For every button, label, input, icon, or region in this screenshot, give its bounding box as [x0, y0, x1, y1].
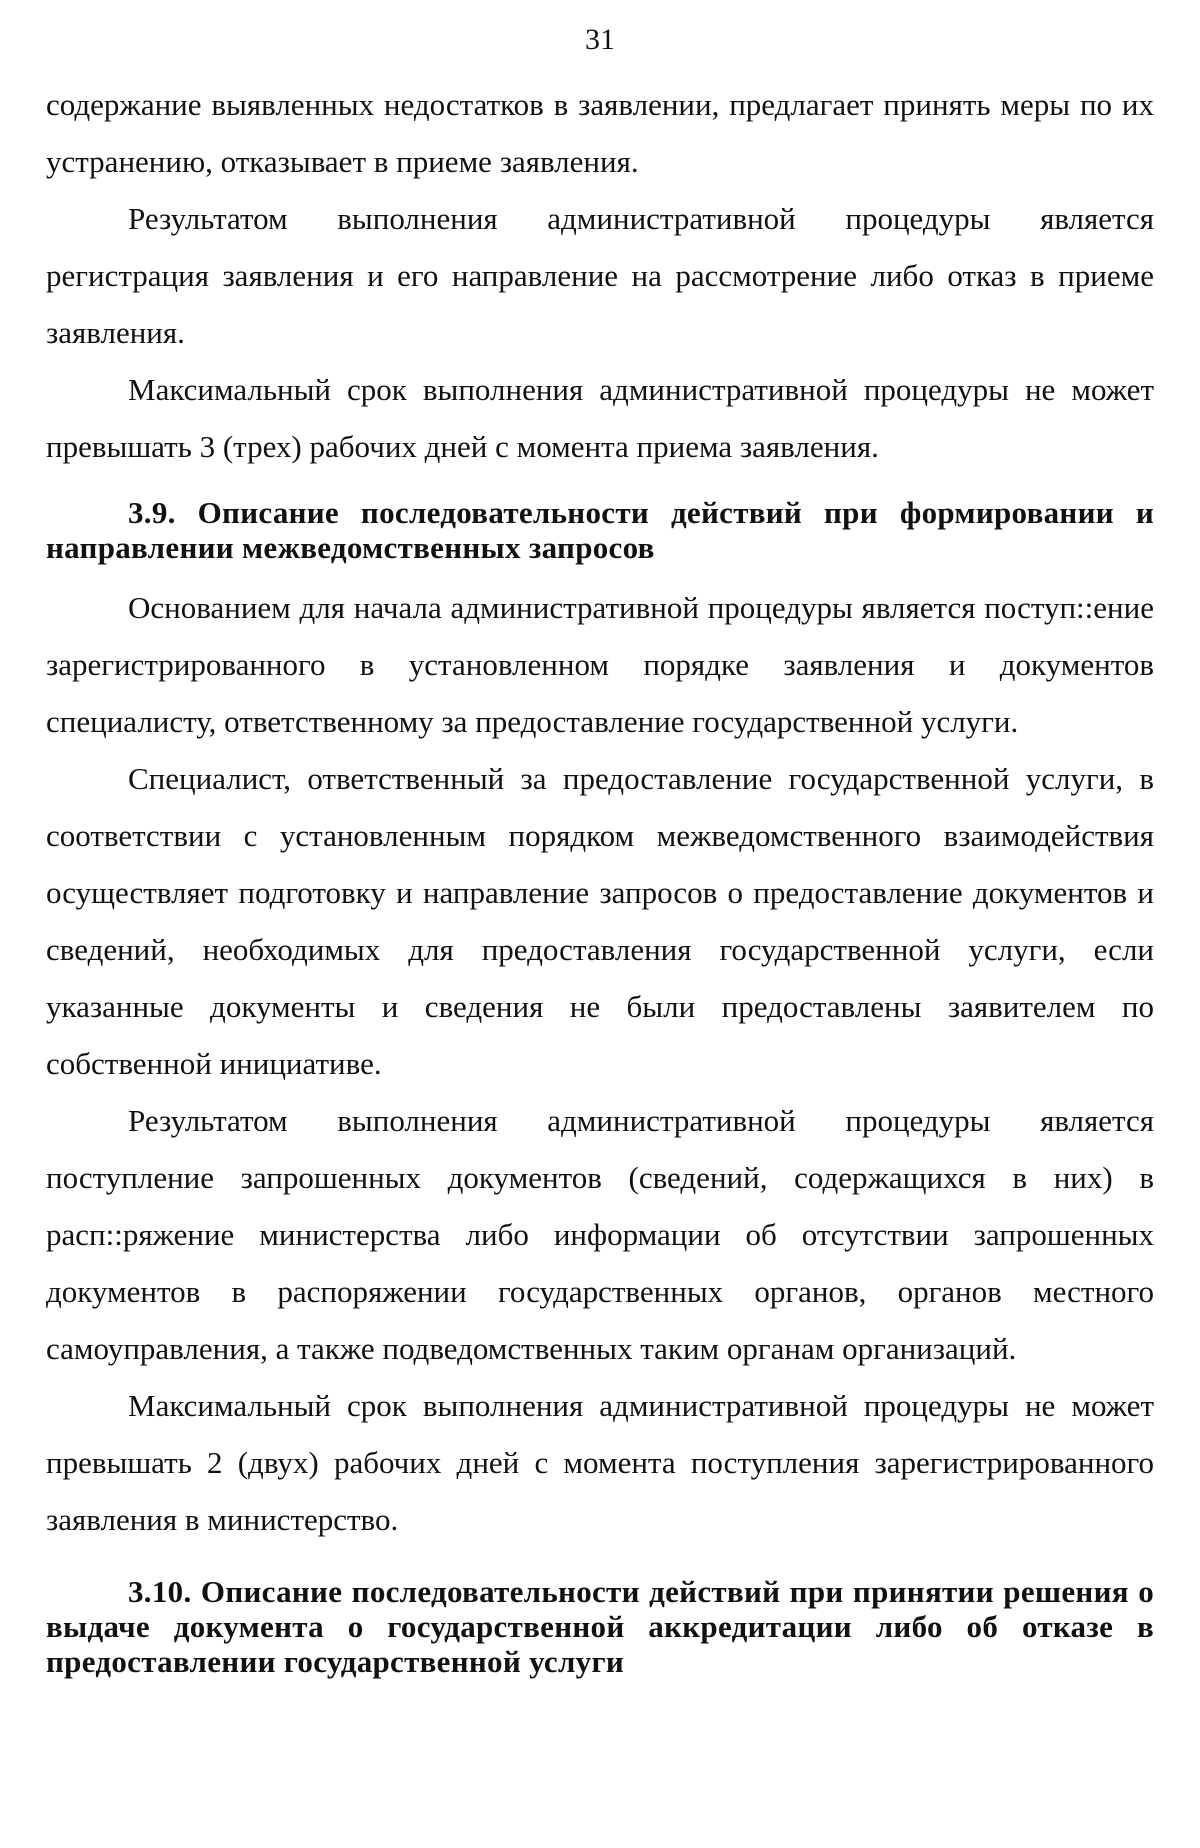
section-3-10-number: 3.10.	[128, 1574, 192, 1609]
section-3-9-paragraph-max-term	[46, 1377, 1154, 1548]
paragraph-2-text: Результатом выполнения административной процедуры является регистрация заявления и его направление на рассмотрение либо отказ в приеме заявления.	[46, 201, 1154, 350]
section-3-9-paragraph-2-text: Специалист, ответственный за предоставление государственной услуги, в соответствии с установленным порядком межведомственного взаимодействия осуществляет подготовку и направление запросов о предоставление документов и сведений, необходимых для предоставления государственной услуги, если указанные документы и сведения не были предоставлены заявителем по собственной инициативе.	[46, 761, 1154, 1081]
section-3-9-number: 3.9.	[128, 495, 176, 530]
section-3-9-paragraph-basis	[46, 579, 1154, 750]
page-content	[46, 76, 1154, 1679]
paragraph-continuation	[46, 76, 1154, 190]
section-3-9-paragraph-specialist	[46, 750, 1154, 1092]
section-3-9-paragraph-3-text: Результатом выполнения административной процедуры является поступление запрошенных документов (сведений, содержащихся в них) в расп::ряжение министерства либо информации об отсутствии запрошенных документов в распоряжении государственных органов, органов местного самоуправления, а также подведомственных таким органам организаций.	[46, 1103, 1154, 1366]
section-3-9-paragraph-result	[46, 1092, 1154, 1377]
paragraph-1-text: содержание выявленных недостатков в заявлении, предлагает принять меры по их устранению, отказывает в приеме заявления.	[46, 87, 1154, 179]
section-3-10-title: Описание последовательности действий при принятии решения о выдаче документа о государственной аккредитации либо об отказе в предоставлении государственной услуги	[46, 1574, 1154, 1679]
section-3-9-paragraph-4-text: Максимальный срок выполнения административной процедуры не может превышать 2 (двух) рабочих дней с момента поступления зарегистрированного заявления в министерство.	[46, 1388, 1154, 1537]
paragraph-result	[46, 190, 1154, 361]
paragraph-3-text: Максимальный срок выполнения административной процедуры не может превышать 3 (трех) рабочих дней с момента приема заявления.	[46, 372, 1154, 464]
section-3-9-title: Описание последовательности действий при формировании и направлении межведомственных запросов	[46, 495, 1154, 565]
section-3-9-paragraph-1-text: Основанием для начала административной процедуры является поступ::ение зарегистрированного в установленном порядке заявления и документов специалисту, ответственному за предоставление государственной услуги.	[46, 590, 1154, 739]
section-3-9-heading	[46, 495, 1154, 565]
paragraph-max-term	[46, 361, 1154, 475]
section-3-10-heading	[46, 1574, 1154, 1679]
page-number: 31	[585, 23, 615, 56]
